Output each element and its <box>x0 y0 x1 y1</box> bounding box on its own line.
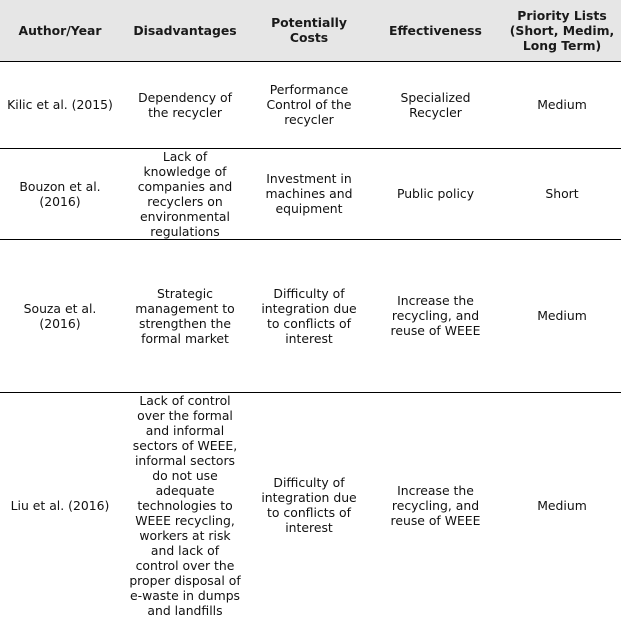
cell-effectiveness: Specialized Recycler <box>368 61 503 148</box>
cell-costs: Difficulty of integration due to conflicts of interest <box>261 475 357 535</box>
cell-effectiveness: Increase the recycling, and reuse of WEEE <box>390 482 481 528</box>
table-body <box>0 61 621 618</box>
cell-disadvantages: Lack of control over the formal and informal sectors of WEEE, informal sectors do not use adequate technologies to WEEE recycling, workers at risk and lack of control over the proper disposal of e-waste in dumps and landfills <box>129 392 241 618</box>
cell-effectiveness: Increase the recycling, and reuse of WEEE <box>368 239 503 392</box>
cell-effectiveness: Public policy <box>368 148 503 239</box>
cell-author: Kilic et al. (2015) <box>0 61 120 148</box>
cell-priority: Short <box>503 148 621 239</box>
table-row <box>0 61 621 148</box>
header-effectiveness: Effectiveness <box>368 0 503 61</box>
cell-disadvantages: Strategic management to strengthen the formal market <box>120 239 250 392</box>
header-disadvantages: Disadvantages <box>120 0 250 61</box>
cell-priority: Medium <box>503 61 621 148</box>
cell-author: Souza et al. (2016) <box>0 239 120 392</box>
table-header <box>0 0 621 61</box>
cell-disadvantages: Lack of knowledge of companies and recyclers on environmental regulations <box>120 148 250 239</box>
cell-author: Bouzon et al. (2016) <box>0 148 120 239</box>
header-author-year: Author/Year <box>0 0 120 61</box>
cell-costs: Investment in machines and equipment <box>250 148 368 239</box>
cell-costs: Performance Control of the recycler <box>250 61 368 148</box>
cell-disadvantages: Dependency of the recycler <box>120 61 250 148</box>
table-row <box>0 239 621 392</box>
header-row <box>0 0 621 61</box>
header-priority-lists: Priority Lists (Short, Medim, Long Term) <box>503 0 621 61</box>
table-row <box>0 392 621 618</box>
cell-priority: Medium <box>537 497 587 513</box>
cell-priority: Medium <box>503 239 621 392</box>
cell-author: Liu et al. (2016) <box>10 497 110 513</box>
header-potentially-costs: Potentially Costs <box>250 0 368 61</box>
table-row <box>0 148 621 239</box>
cell-costs: Difficulty of integration due to conflicts of interest <box>250 239 368 392</box>
